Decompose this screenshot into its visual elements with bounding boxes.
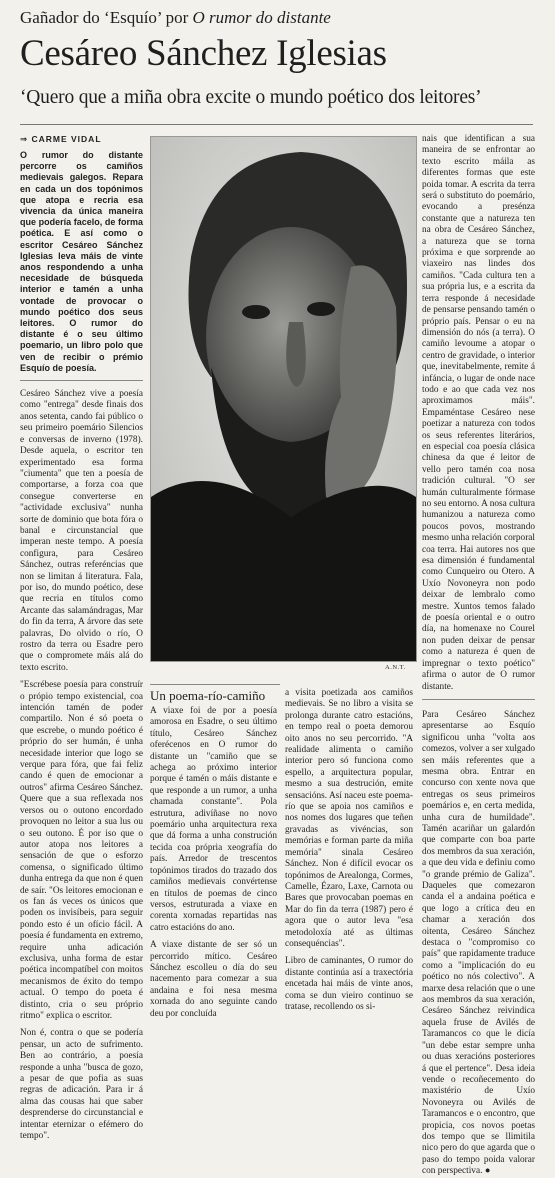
col1-paragraph-1: Cesáreo Sánchez vive a poesía como "entrega" desde finais dos anos setenta, cando fai público o seu primeiro poemário Silencios e conversas de inverno (1978). Desde aquela, o escritor ten experimentado esa forma "ciumenta" que ten a poesía de comportarse, a forza coa que consegue converterse en "actividade exclusiva" nunha sorte de dominio que bota fóra o banal e circunstancial que imperan neste tempo. A poesía configura, para Cesáreo Sánchez, outras referéncias que non se limitan á literatura. Fala, por iso, do mundo poético, dese que recria en títulos como Arcante das salamándragas, Mar do fin da terra, A árvore das sete palavras, Do olvido o río, O rostro da terra ou Esadre pero que o compromete máis alá do texto escrito. [20, 389, 143, 673]
col5-paragraph-1: nais que identifican a sua maneira de se enfrontar ao texto escrito máila as diferentes formas que este poida tomar. A escrita da terra será o substituto do poemário, evocando a presénza constante que a natureza ten na obra de Cesáreo Sánchez, a natureza que se torna próxima e que sorprende ao viaxeiro nas lindes dos camiños. "Cada cultura ten a sua própria lus, e a escrita da terra responde á necesidade de pensarse pensando tamén o próprio país. Pensar o eu na dimensión do nós (a terra). O camiño levoume a atopar o centro de gravidade, o interior que, inevitabelmente, remite á infáncia, o lugar de onde nace todo e ao que cada vez nos aproximamos máis". Empaméntase Cesáreo nese poetizar a natureza con todos os seus referentes literários, en especial coa poesía clásica chinesa da que é leitor de vello pero tamén coa nosa tradición cultural. "O ser humán culturalmente fórmase no seu entorno. A nosa cultura humanizou a natureza como poucos povos, mostrando mesmo unha relación corporal coa terra. Hai autores nos que esa dimensión é fundamental como Cunqueiro ou Otero. A Uxío Novoneyra non podo deixar de lembralo como mestre. Xuntos temos falado de poesía oriental e o outro día, na homenaxe no Courel non puden deixar de pensar como a natureza é quen de impregnar o texto poético" afirma o autor de O rumor distante. [422, 134, 535, 692]
top-rule [20, 124, 533, 125]
col1-paragraph-2: "Escrébese poesía para construír o própio tempo existencial, coa intención tamén de poder compartilo. Non é só poeta o que escrebe, o mundo poético é próprio do ser humán, é unha necesidade interior que logo se verque para fóra, que fai feliz cando é quen de emocionar a outros" afirma Cesáreo Sánchez. Quere que a sua reflexada nos versos ou o outono encordado provoquen no leitor a sua lus ou o seu outono. É por iso que o autor atopa nos leitores a sensación de que o esforzo comensa, o significado último dunha entrega da que non é quen de saír. "Os leitores emocionan e os fan ás veces os únicos que poden os invisíbeis, para seguir pondo esto é un ofício fácil. A poesía é fundamenta en extremo, require unha adicación exclusiva, unha forma de estar poética incompatíbel con moitos mecanismos de éxito do tempo actual. O tempo do poeta é distinto, cria o seu próprio ritmo" explica o escritor. [20, 680, 143, 1021]
portrait-illustration [151, 137, 416, 661]
kicker-title: O rumor do distante [192, 8, 331, 27]
col1-paragraph-3: Non é, contra o que se podería pensar, un acto de sufrimento. Ben ao contrário, a poesía responde a unha "busca de gozo, a pesar de que pofia as suas regras de adicación. Para ir á alma das cousas hai que saber desprenderse do circunstancial e intentar eternizar o efémero do tempo". [20, 1028, 143, 1142]
col5-paragraph-2: Para Cesáreo Sánchez apresentarse ao Esquío significou unha "volta aos comezos, volver a ser xulgado sen máis referentes que a mesma obra. Entrar en concurso con xente nova que entregas os seus primeiros poemários e, en certa medida, unha cura de humildade". Tamén acariñar un galardón que comparte con boa parte dos membros da sua xeración, a que deu vida e definiu como "o grande prémio de Galiza". Daqueles que comezaron canda el a andaina poética e que logo a crítica deu en chamar a xeración dos oitenta, Cesáreo Sánchez destaca o "compromiso co país" que rapidamente traduce como a "implicación do eu poético no nós colectivo". A marxe desa relación que o une aos membros da sua xeración, Cesáreo Sánchez reivindica aquela fruse de Avilés de Taramancos co que le dicía "un debe estar sempre unha ou duas xeracións posteriores á que el pertence". Desa ideia vende o recoñecemento do maxistério de Uxío Novoneyra ou Avilés de Taramancos e o encontro, que propicia, cos novos poetas dos tempo que se llimitila nico pero do que agarda que o paso do tempo poida valorar con perspectiva. ● [422, 709, 535, 1177]
column-3 [150, 706, 277, 1019]
column-5 [422, 134, 535, 1177]
column-4 [285, 688, 413, 1012]
col3-paragraph-1: A viaxe foi de por a poesía amorosa en Esadre, o seu último título, Cesáreo Sánchez oferécenos en O rumor do distante un "camiño que se achega ao próximo interior porque é tamén o máis distante e que responde a un rumor, a unha chamada constante". Pola estrutura, adivíñase no novo poemário unha arquitectura rexa que dá forma a unha construción tecida coa própria xeografía do país. Arredor de trescentos topónimos tirados do trazado dos camiños medievais convértense en títulos de poemas de cinco versos, estruturada a viaxe en corenta xornadas repartidas nas catro estacións do ano. [150, 706, 277, 933]
subhead: ‘Quero que a miña obra excite o mundo poético dos leitores’ [20, 87, 482, 108]
col4-paragraph-1: a visita poetizada aos camiños medievais. Se no libro a visita se prolonga durante catro estacións, en tempo real o poeta demorou oito anos no seu percorrido. "A realidade alimenta o camiño interior pero só funciona como espello, a arquitectura popular, mesmo a sua destrución, emite sensacións. Así naceu este poema-río que se apoia nos camiños e nos nomes dos lugares que teñen gravadas as vivéncias, son memórias e forman parte da miña memória" sinala Cesáreo Sánchez. Non é difícil evocar os topónimos de Arealonga, Cormes, Camelle, Ézaro, Laxe, Carnota ou Bares que provocaban poemas en Mar do fin da terra (1987) pero é agora que o autor leva "esa metodoloxía até as últimas consequéncias". [285, 688, 413, 949]
byline: ⇒ CARME VIDAL [20, 134, 102, 144]
photo-credit: A.N.T. [385, 664, 406, 671]
col5-divider [422, 699, 535, 700]
col3-paragraph-2: A viaxe distante de ser só un percorrido mítico. Cesáreo Sánchez escolleu o día do seu nacemento para comezar a sua andaina e foi nesa mesma xornada do ano seguinte cando deu por concluída [150, 940, 277, 1019]
column-1 [20, 150, 143, 1142]
lead-paragraph: O rumor do distante percorre os camiños medievais galegos. Repara en cada un dos topónimos que atopa e recria esa vivencia da única maneira que podería facelo, de forma poética. E así como o escritor Cesáreo Sánchez Iglesias leva máis de vinte anos respondendo a unha necesidade de búsqueda interior e tamén a unha vontade de provocar o mundo poético dos seus leitores. O rumor do distante é o seu último poemario, un libro polo que ven de recibir o prémio Esquío de poesía. [20, 150, 143, 373]
section-heading: Un poema-río-camiño [150, 688, 266, 703]
kicker-prefix: Gañador do ‘Esquío’ por [20, 8, 193, 27]
kicker [20, 8, 331, 28]
section-rule [150, 684, 280, 685]
col4-paragraph-2: Libro de caminantes, O rumor do distante continúa así a traxectória encetada hai máis de vinte anos, coma se dun vieiro continuo se tratase, recollendo os si- [285, 956, 413, 1012]
lead-divider [20, 380, 143, 381]
headline: Cesáreo Sánchez Iglesias [20, 33, 387, 74]
author-photo [150, 136, 417, 662]
